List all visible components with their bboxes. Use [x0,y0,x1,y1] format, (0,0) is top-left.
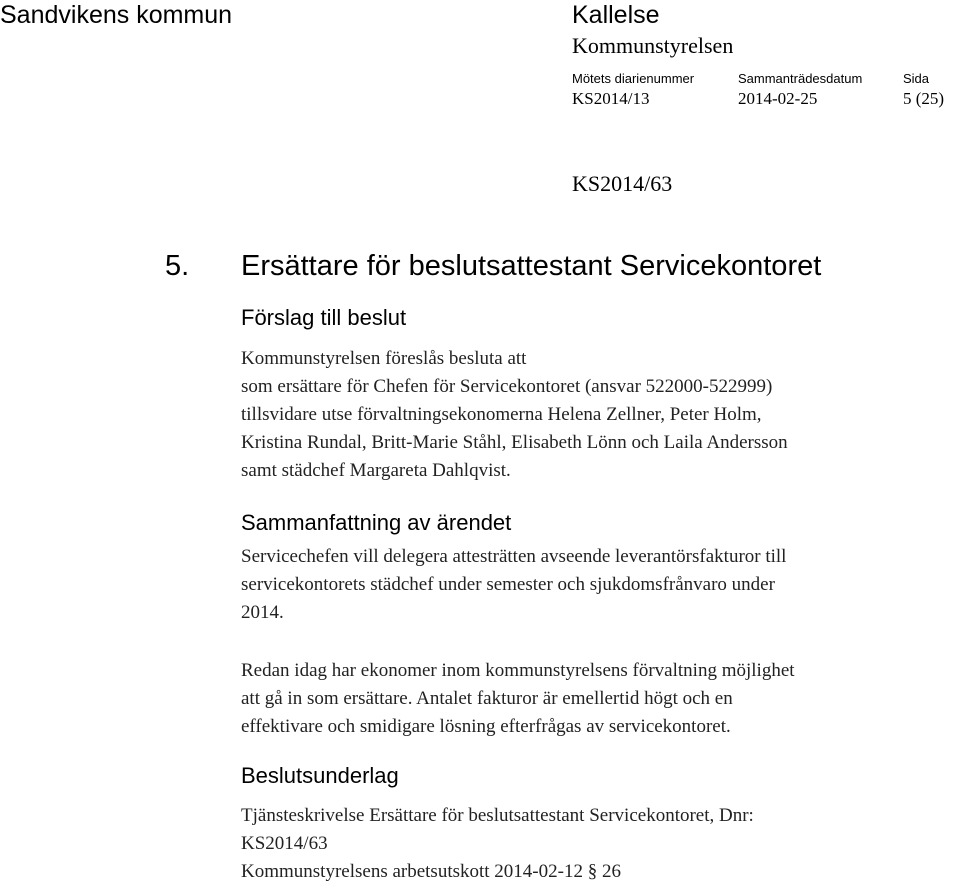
meeting-date: 2014-02-25 [738,89,818,108]
organization-name: Sandvikens kommun [0,1,233,29]
sammanfattning-paragraph-1 [241,543,960,627]
sammanfattning-line: att gå in som ersättare. Antalet fakturor är emellertid högt och en [241,688,733,709]
sammanfattning-line: servicekontorets städchef under semester och sjukdomsfrånvaro under [241,574,775,595]
sammanfattning-paragraph-2 [241,657,960,741]
sammanfattning-line: Servicechefen vill delegera attesträtten avseende leverantörsfakturor till [241,546,787,567]
page-number: 5 (25) [903,89,945,108]
sammanfattning-line: Redan idag har ekonomer inom kommunstyrelsens förvaltning möjlighet [241,660,795,681]
page-label: Sida [903,71,930,86]
section-heading-beslutsunderlag: Beslutsunderlag [241,763,399,788]
item-number: 5. [165,250,190,282]
meeting-date-label: Sammanträdesdatum [738,71,863,86]
beslutsunderlag-line: Kommunstyrelsens arbetsutskott 2014-02-12 § 26 [241,861,621,882]
section-heading-forslag: Förslag till beslut [241,305,407,330]
forslag-line: Kommunstyrelsen föreslås besluta att [241,348,527,369]
section-heading-sammanfattning: Sammanfattning av ärendet [241,510,512,535]
meeting-diary-number: KS2014/13 [572,89,650,108]
document-type: Kallelse [572,1,660,29]
case-reference: KS2014/63 [572,171,673,196]
forslag-line: samt städchef Margareta Dahlqvist. [241,460,511,481]
sammanfattning-line: effektivare och smidigare lösning efterfrågas av servicekontoret. [241,716,731,737]
beslutsunderlag-text [241,802,960,886]
committee-name: Kommunstyrelsen [572,33,734,58]
meeting-diary-number-label: Mötets diarienummer [572,71,695,86]
sammanfattning-line: 2014. [241,602,284,623]
item-title: Ersättare för beslutsattestant Servicekontoret [241,250,822,282]
forslag-text [241,345,960,485]
forslag-line: tillsvidare utse förvaltningsekonomerna Helena Zellner, Peter Holm, [241,404,762,425]
beslutsunderlag-line: KS2014/63 [241,833,328,854]
beslutsunderlag-line: Tjänsteskrivelse Ersättare för beslutsattestant Servicekontoret, Dnr: [241,805,754,826]
forslag-line: Kristina Rundal, Britt-Marie Ståhl, Elisabeth Lönn och Laila Andersson [241,432,788,453]
forslag-line: som ersättare för Chefen för Servicekontoret (ansvar 522000-522999) [241,376,773,397]
